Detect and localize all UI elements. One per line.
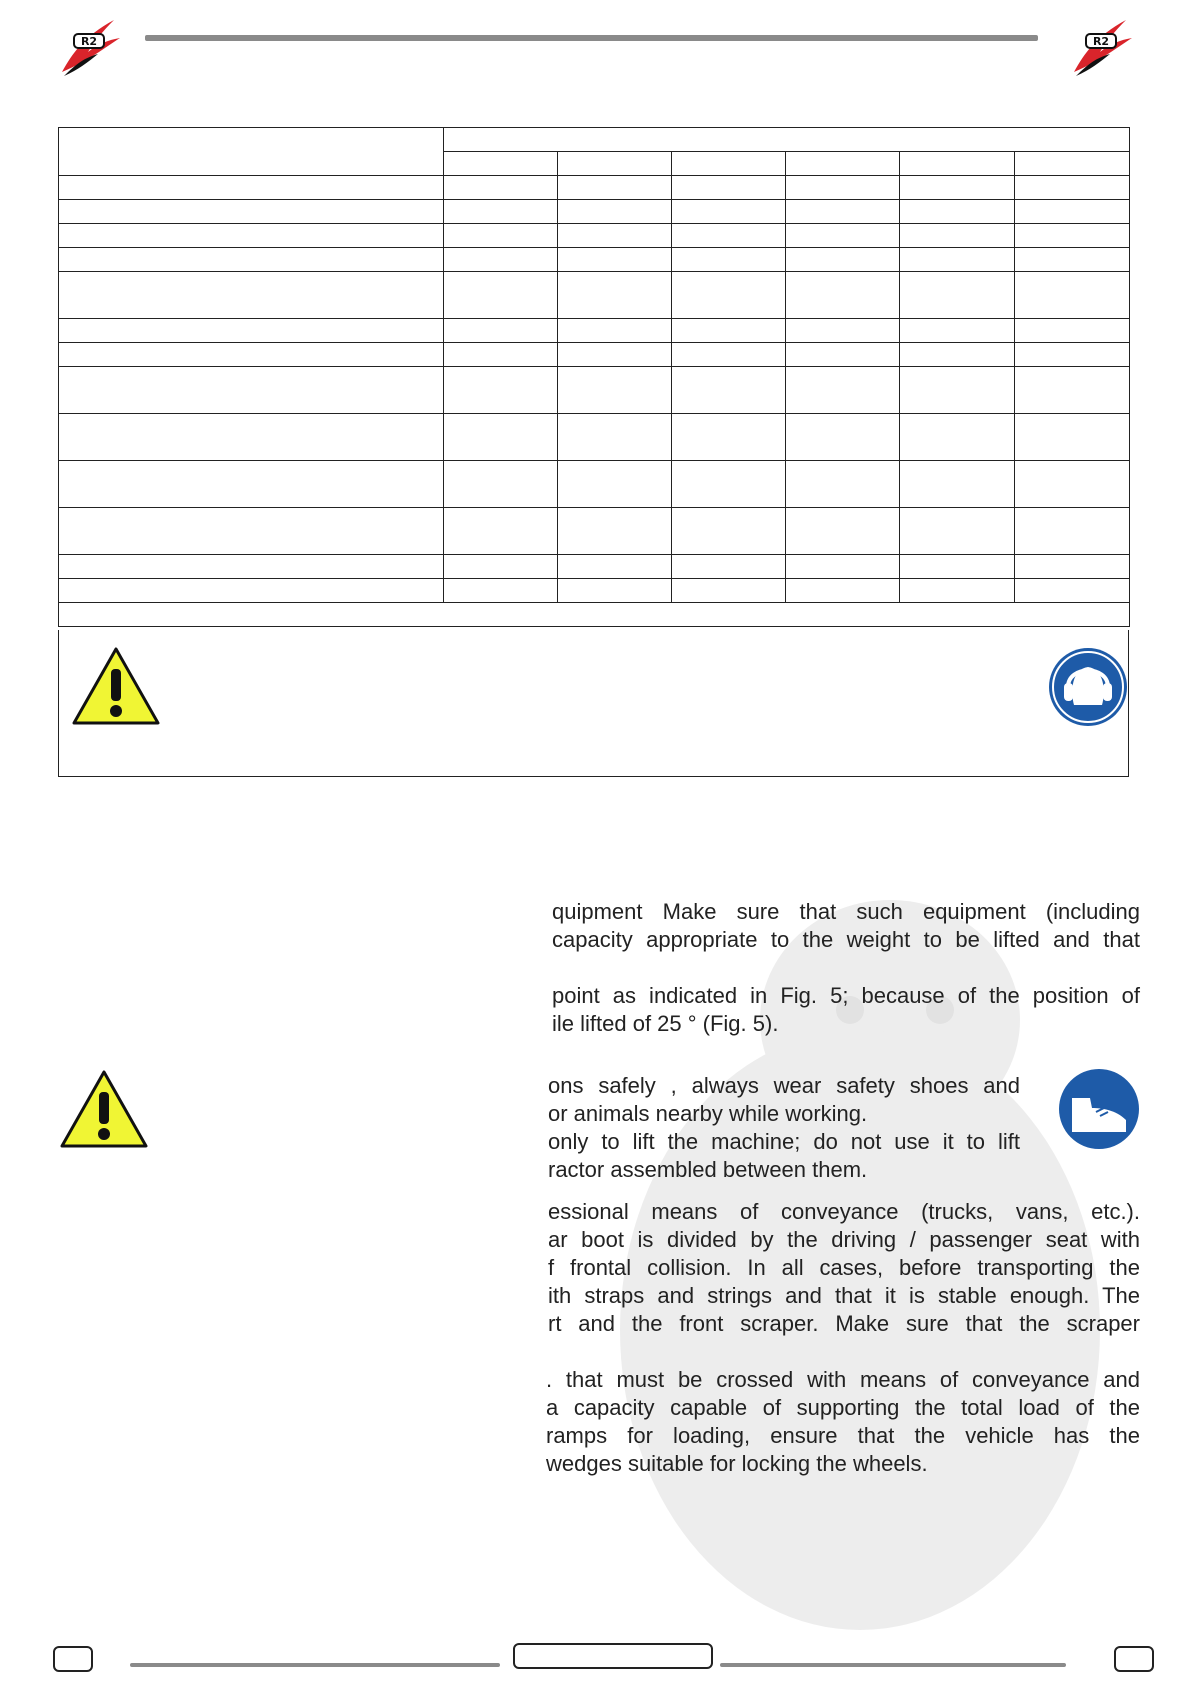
text-line: capacity appropriate to the weight to be lifted and that (552, 927, 1140, 952)
page-number-right-box (1114, 1646, 1154, 1672)
table-row (59, 579, 1130, 603)
warning-triangle-icon (70, 645, 162, 727)
text-line: ons safely , always wear safety shoes and (548, 1073, 1020, 1098)
table-row (59, 224, 1130, 248)
table-row (59, 272, 1130, 319)
logo-right-text: R2 (1092, 35, 1110, 48)
text-line: wedges suitable for locking the wheels. (546, 1451, 928, 1476)
text-line: a capacity capable of supporting the total load of the (546, 1395, 1140, 1420)
table-row (59, 414, 1130, 461)
table-note-row (59, 603, 1130, 627)
text-line: ar boot is divided by the driving / passenger seat with (548, 1227, 1140, 1252)
text-line: essional means of conveyance (trucks, vans, etc.). (548, 1199, 1140, 1224)
table-row (59, 176, 1130, 200)
paragraph-2 (552, 982, 1140, 1038)
logo-left-text: R2 (80, 35, 98, 48)
text-line: . that must be crossed with means of conveyance and (546, 1367, 1140, 1392)
text-line: ramps for loading, ensure that the vehicle has the (546, 1423, 1140, 1448)
table-row (59, 555, 1130, 579)
text-line: ile lifted of 25 ° (Fig. 5). (552, 1011, 779, 1036)
table-row (59, 343, 1130, 367)
footer-rule-right (720, 1663, 1066, 1667)
paragraph-1 (552, 898, 1140, 954)
ear-protection-icon (1048, 647, 1128, 727)
brand-logo-right (1066, 14, 1136, 84)
brand-logo-left (54, 14, 124, 84)
safety-shoes-icon (1058, 1068, 1140, 1150)
table-header-label-cell (59, 128, 444, 176)
spec-table (58, 127, 1130, 627)
footer-rule-left (130, 1663, 500, 1667)
table-row (59, 461, 1130, 508)
warning-box (58, 630, 1129, 777)
table-header-group-cell (444, 128, 1130, 152)
footer-center-box (513, 1643, 713, 1669)
table-row (59, 319, 1130, 343)
text-line: rt and the front scraper. Make sure that the scraper (548, 1311, 1140, 1336)
header-rule (145, 35, 1038, 41)
warning-triangle-icon (58, 1068, 150, 1150)
text-line: point as indicated in Fig. 5; because of the position of (552, 983, 1140, 1008)
text-line: only to lift the machine; do not use it to lift (548, 1129, 1020, 1154)
text-line: ractor assembled between them. (548, 1157, 868, 1182)
text-line: f frontal collision. In all cases, before transporting the (548, 1255, 1140, 1280)
paragraph-3 (548, 1072, 1020, 1184)
paragraph-5 (546, 1366, 1140, 1478)
table-row (59, 367, 1130, 414)
text-line: quipment Make sure that such equipment (including (552, 899, 1140, 924)
table-row (59, 508, 1130, 555)
paragraph-4 (548, 1198, 1140, 1338)
text-line: or animals nearby while working. (548, 1101, 868, 1126)
table-row (59, 200, 1130, 224)
text-line: ith straps and strings and that it is stable enough. The (548, 1283, 1140, 1308)
table-row (59, 248, 1130, 272)
page-number-left-box (53, 1646, 93, 1672)
table-header-row (59, 128, 1130, 152)
